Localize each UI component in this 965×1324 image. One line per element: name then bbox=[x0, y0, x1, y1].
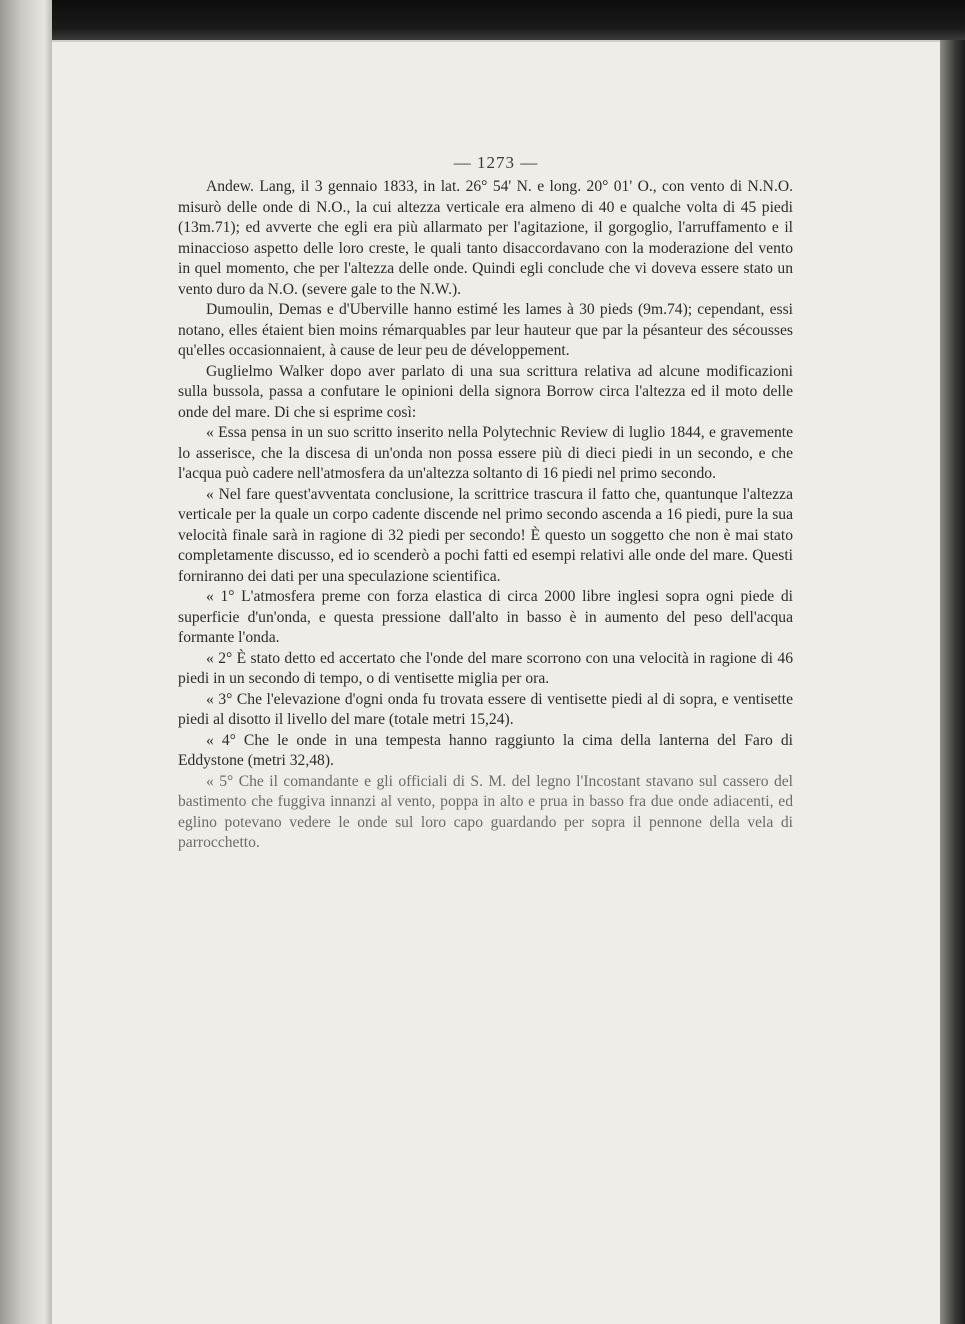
paragraph-quote-2: « Nel fare quest'avventata conclusione, la scrittrice trascura il fatto che, quantunque l'altezza verticale per la quale un corpo cadente discende nel primo secondo ascenda a 16 piedi, pure la sua velocità finale sarà in ragione di 32 piedi per secondo! È questo un soggetto che non è mai stato completamente discusso, ed io scenderò a pochi fatti ed esempi relativi alle onde del mare. Questi forniranno dei dati per una speculazione scientifica. bbox=[178, 485, 793, 585]
page-right-edge-shadow bbox=[940, 40, 965, 1324]
paragraph-point-5: « 5° Che il comandante e gli officiali di S. M. del legno l'Incostant stavano sul cassero del bastimento che fuggiva innanzi al vento, poppa in alto e prua in basso fra due onde adiacenti, ed eglino potevano vedere le onde sul loro capo guardando per sopra il pennone della vela di parrocchetto. bbox=[178, 772, 793, 851]
paragraph-point-3: « 3° Che l'elevazione d'ogni onda fu trovata essere di ventisette piedi al di sopra, e ventisette piedi al disotto il livello del mare (totale metri 15,24). bbox=[178, 690, 793, 728]
paragraph-lang: Andew. Lang, il 3 gennaio 1833, in lat. 26° 54' N. e long. 20° 01' O., con vento di N.N.O. misurò delle onde di N.O., la cui altezza verticale era almeno di 40 e qualche volta di 45 piedi (13m.71); ed avverte che egli era più allarmato per l'agitazione, il gorgoglio, l'arruffamento e il minaccioso aspetto delle loro creste, le quali tanto disaccordavano con la moderazione del vento in quel momento, che per l'altezza delle onde. Quindi egli conclude che vi doveva essere stato un vento duro da N.O. (severe gale to the N.W.). bbox=[178, 178, 793, 298]
facing-page-edge bbox=[0, 0, 52, 1324]
page-number: — 1273 — bbox=[453, 153, 539, 172]
paragraph-point-4: « 4° Che le onde in una tempesta hanno raggiunto la cima della lanterna del Faro di Eddystone (metri 32,48). bbox=[178, 731, 793, 769]
paragraph-walker: Guglielmo Walker dopo aver parlato di una sua scrittura relativa ad alcune modificazioni sulla bussola, passa a confutare le opinioni della signora Borrow circa l'altezza ed il moto delle onde del mare. Di che si esprime così: bbox=[178, 362, 793, 421]
paragraph-point-2: « 2° È stato detto ed accertato che l'onde del mare scorrono con una velocità in ragione di 46 piedi in un secondo di tempo, o di ventisette miglia per ora. bbox=[178, 649, 793, 687]
paragraph-point-1: « 1° L'atmosfera preme con forza elastica di circa 2000 libre inglesi sopra ogni piede di superficie d'un'onda, e questa pressione dall'alto in basso è in aumento del peso dell'acqua formante l'onda. bbox=[178, 588, 793, 646]
body-text bbox=[178, 177, 793, 854]
paragraph-quote-1: « Essa pensa in un suo scritto inserito nella Polytechnic Review di luglio 1844, e gravemente lo asserisce, che la discesa di un'onda non possa essere più di dieci piedi in un secondo, e che l'acqua può cadere nell'atmosfera da un'altezza soltanto di 16 piedi nel primo secondo. bbox=[178, 424, 793, 482]
scan-top-border bbox=[0, 0, 965, 40]
paragraph-dumoulin: Dumoulin, Demas e d'Uberville hanno estimé les lames à 30 pieds (9m.74); cependant, essi notano, elles étaient bien moins rémarquables par leur hauteur que par la pésanteur des sécousses qu'elles occasionnaient, à cause de leur peu de développement. bbox=[178, 301, 793, 359]
book-page bbox=[52, 40, 940, 1324]
